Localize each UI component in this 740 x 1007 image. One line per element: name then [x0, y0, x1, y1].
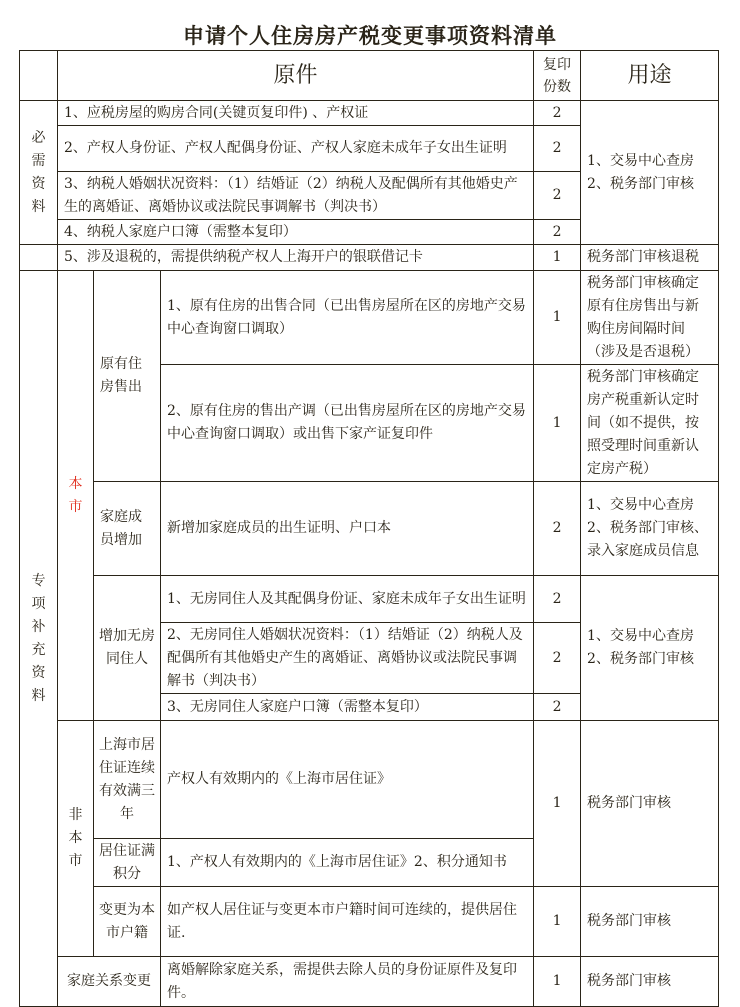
- copies: 1: [534, 365, 581, 482]
- copies: 1: [534, 957, 581, 1007]
- group-label-house-sold: 原有住房售出: [94, 271, 161, 482]
- table-row: [20, 957, 719, 1007]
- family-added-item: 新增加家庭成员的出生证明、户口本: [161, 482, 534, 576]
- text-line: 市: [68, 498, 83, 515]
- nonlocal-label-cell: [58, 721, 94, 957]
- text-line: 充: [31, 641, 46, 658]
- group-label-family-added: 家庭成员增加: [94, 482, 161, 576]
- table-row: [20, 721, 719, 839]
- header-original: 原件: [58, 51, 534, 101]
- document-title: 申请个人住房房产税变更事项资料清单: [183, 23, 557, 48]
- copies: 2: [534, 172, 581, 220]
- group-label-residence-3yr: 上海市居住证连续有效满三年: [94, 721, 161, 839]
- copies: 1: [534, 271, 581, 365]
- required-item-4: 4、纳税人家庭户口簿（需整本复印）: [58, 220, 534, 245]
- text-line: 补: [31, 618, 46, 635]
- copies: 2: [534, 220, 581, 245]
- usage: 税务部门审核: [581, 957, 719, 1007]
- copies: 2: [534, 126, 581, 172]
- header-copies-line1: 复印: [543, 56, 572, 73]
- required-usage: [581, 101, 719, 245]
- blank-cell: [20, 245, 58, 271]
- required-item-2: 2、产权人身份证、产权人配偶身份证、产权人家庭未成年子女出生证明: [58, 126, 534, 172]
- usage: 1、交易中心查房 2、税务部门审核、录入家庭成员信息: [581, 482, 719, 576]
- text-line: 专: [31, 572, 46, 589]
- header-copies-line2: 份数: [543, 78, 572, 95]
- usage: 税务部门审核: [581, 887, 719, 957]
- text-line: 2、税务部门审核: [587, 175, 694, 192]
- usage: 税务部门审核: [581, 721, 719, 887]
- required-item-1: 1、应税房屋的购房合同(关键页复印件) 、产权证: [58, 101, 534, 126]
- house-sold-item-2: 2、原有住房的售出产调（已出售房屋所在区的房地产交易中心查询窗口调取）或出售下家产证复印件: [161, 365, 534, 482]
- header-usage: 用途: [581, 51, 719, 101]
- text-line: 本: [68, 475, 83, 492]
- family-change-item: 离婚解除家庭关系，需提供去除人员的身份证原件及复印件。: [161, 957, 534, 1007]
- copies: 2: [534, 101, 581, 126]
- copies: 2: [534, 576, 581, 623]
- required-item-3: 3、纳税人婚姻状况资料：（1）结婚证（2）纳税人及配偶所有其他婚史产生的离婚证、离婚协议或法院民事调解书（判决书）: [58, 172, 534, 220]
- cohabitant-item-3: 3、无房同住人家庭户口簿（需整本复印）: [161, 694, 534, 721]
- special-label: [20, 271, 58, 1007]
- text-line: 项: [31, 595, 46, 612]
- usage: 税务部门审核确定原有住房售出与新购住房间隔时间（涉及是否退税）: [581, 271, 719, 365]
- points-item: 1、产权人有效期内的《上海市居住证》2、积分通知书: [161, 839, 534, 887]
- hukou-change-item: 如产权人居住证与变更本市户籍时间可连续的，提供居住证.: [161, 887, 534, 957]
- required-item-5: 5、涉及退税的，需提供纳税产权人上海开户的银联借记卡: [58, 245, 534, 271]
- copies: 1: [534, 721, 581, 887]
- nonlocal-label: 非本市: [68, 807, 83, 869]
- table-row: [20, 245, 719, 271]
- house-sold-item-1: 1、原有住房的出售合同（已出售房屋所在区的房地产交易中心查询窗口调取）: [161, 271, 534, 365]
- residence-3yr-item: 产权人有效期内的《上海市居住证》: [161, 721, 534, 839]
- text-line: 料: [31, 687, 46, 704]
- cohabitant-usage: [581, 576, 719, 721]
- group-label-family-change: 家庭关系变更: [58, 957, 161, 1007]
- copies: 1: [534, 887, 581, 957]
- required-label: 必需资料: [31, 129, 46, 215]
- cohabitant-item-1: 1、无房同住人及其配偶身份证、家庭未成年子女出生证明: [161, 576, 534, 623]
- text-line: 资: [31, 664, 46, 681]
- table-row: [20, 482, 719, 576]
- table-row: [20, 887, 719, 957]
- text-line: 1、交易中心查房: [587, 628, 694, 644]
- copies: 2: [534, 482, 581, 576]
- table-row: [20, 271, 719, 365]
- header-blank: [20, 51, 58, 101]
- copies: 1: [534, 245, 581, 271]
- local-label: [58, 271, 94, 721]
- materials-table: [19, 50, 719, 1007]
- usage: 税务部门审核确定房产税重新认定时间（如不提供，按照受理时间重新认定房产税）: [581, 365, 719, 482]
- required-label-cell: [20, 101, 58, 245]
- table-row: [20, 576, 719, 623]
- cohabitant-item-2: 2、无房同住人婚姻状况资料：（1）结婚证（2）纳税人及配偶所有其他婚史产生的离婚证、离婚协议或法院民事调解书（判决书）: [161, 623, 534, 694]
- copies: 2: [534, 623, 581, 694]
- text-line: 1、交易中心查房: [587, 152, 694, 169]
- table-row: [20, 101, 719, 126]
- text-line: 2、税务部门审核: [587, 651, 694, 667]
- required-usage-5: 税务部门审核退税: [581, 245, 719, 271]
- header-copies: [534, 51, 581, 101]
- group-label-points: 居住证满积分: [94, 839, 161, 887]
- copies: 2: [534, 694, 581, 721]
- group-label-cohabitant: 增加无房同住人: [94, 576, 161, 721]
- group-label-hukou-change: 变更为本市户籍: [94, 887, 161, 957]
- header-row: [20, 51, 719, 101]
